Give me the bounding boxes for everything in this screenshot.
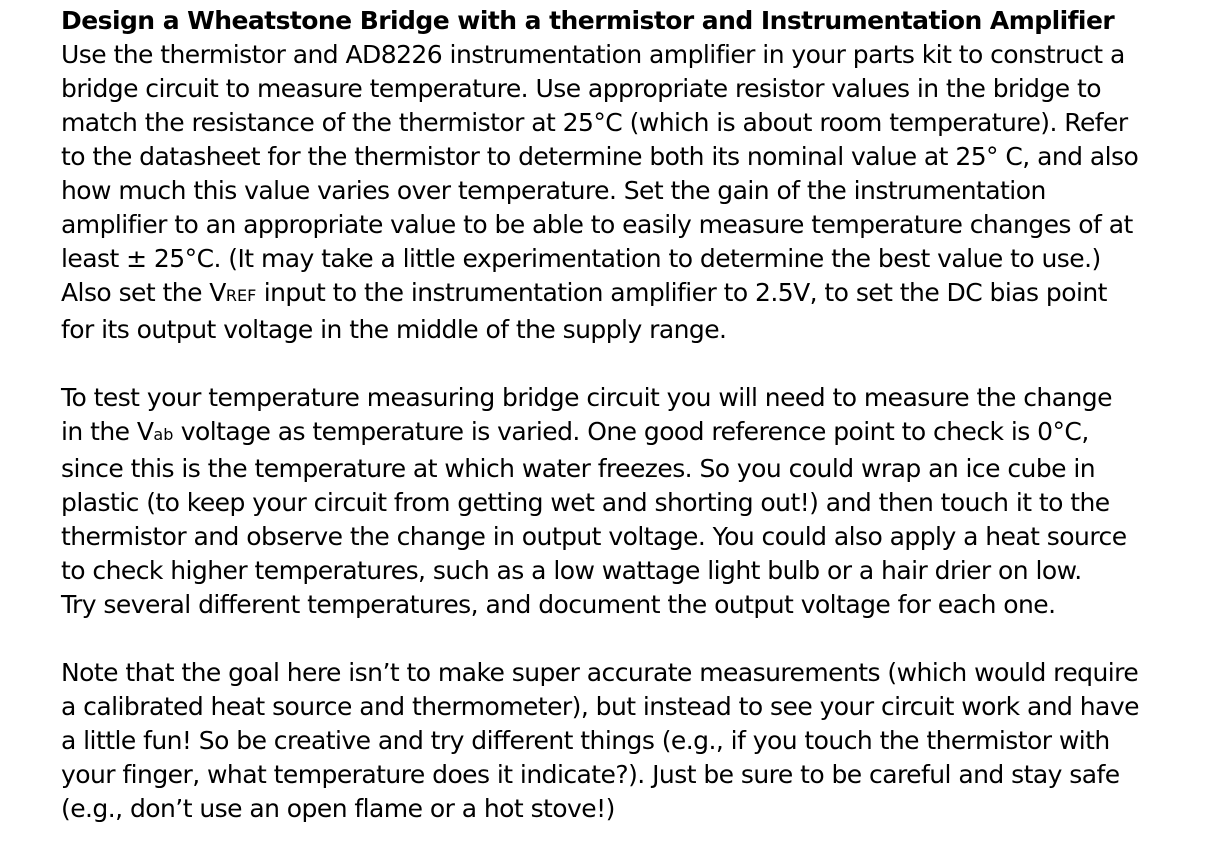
text-line: match the resistance of the thermistor at 25°C (which is about room temperature). Refer <box>61 108 1128 137</box>
document-page <box>61 4 1226 826</box>
vab-subscript: ab <box>153 425 174 444</box>
paragraph-setup-instructions <box>61 38 1226 347</box>
text-line: Try several different temperatures, and document the output voltage for each one. <box>61 590 1056 619</box>
text-line: how much this value varies over temperature. Set the gain of the instrumentation <box>61 176 1046 205</box>
vab-text-before: in the V <box>61 417 154 446</box>
text-line: to check higher temperatures, such as a low wattage light bulb or a hair drier on low. <box>61 556 1082 585</box>
text-line: least ± 25°C. (It may take a little experimentation to determine the best value to use.) <box>61 244 1101 273</box>
text-line: Note that the goal here isn’t to make super accurate measurements (which would require <box>61 658 1139 687</box>
vref-text-before: Also set the V <box>61 278 226 307</box>
vref-text-after: input to the instrumentation amplifier to 2.5V, to set the DC bias point <box>256 278 1107 307</box>
vref-subscript: REF <box>225 286 257 305</box>
paragraph-safety-note <box>61 656 1226 826</box>
text-line: a calibrated heat source and thermometer), but instead to see your circuit work and have <box>61 692 1139 721</box>
text-line: plastic (to keep your circuit from getting wet and shorting out!) and then touch it to the <box>61 488 1110 517</box>
paragraph-spacer <box>61 347 1226 381</box>
text-line-vref <box>61 276 1226 313</box>
document-heading: Design a Wheatstone Bridge with a thermistor and Instrumentation Amplifier <box>61 6 1115 35</box>
paragraph-testing-instructions <box>61 381 1226 622</box>
text-line: Use the thermistor and AD8226 instrumentation amplifier in your parts kit to construct a <box>61 40 1125 69</box>
text-line: to the datasheet for the thermistor to determine both its nominal value at 25° C, and also <box>61 142 1139 171</box>
text-line: To test your temperature measuring bridge circuit you will need to measure the change <box>61 383 1112 412</box>
text-line: your finger, what temperature does it indicate?). Just be sure to be careful and stay safe <box>61 760 1120 789</box>
text-line: (e.g., don’t use an open flame or a hot stove!) <box>61 794 615 823</box>
text-line: thermistor and observe the change in output voltage. You could also apply a heat source <box>61 522 1127 551</box>
text-line: bridge circuit to measure temperature. Use appropriate resistor values in the bridge to <box>61 74 1102 103</box>
paragraph-spacer <box>61 622 1226 656</box>
text-line-vab <box>61 415 1226 452</box>
text-line: for its output voltage in the middle of the supply range. <box>61 315 727 344</box>
text-line: amplifier to an appropriate value to be able to easily measure temperature changes of at <box>61 210 1133 239</box>
vab-text-after: voltage as temperature is varied. One good reference point to check is 0°C, <box>173 417 1089 446</box>
text-line: since this is the temperature at which water freezes. So you could wrap an ice cube in <box>61 454 1096 483</box>
text-line: a little fun! So be creative and try different things (e.g., if you touch the thermistor with <box>61 726 1110 755</box>
